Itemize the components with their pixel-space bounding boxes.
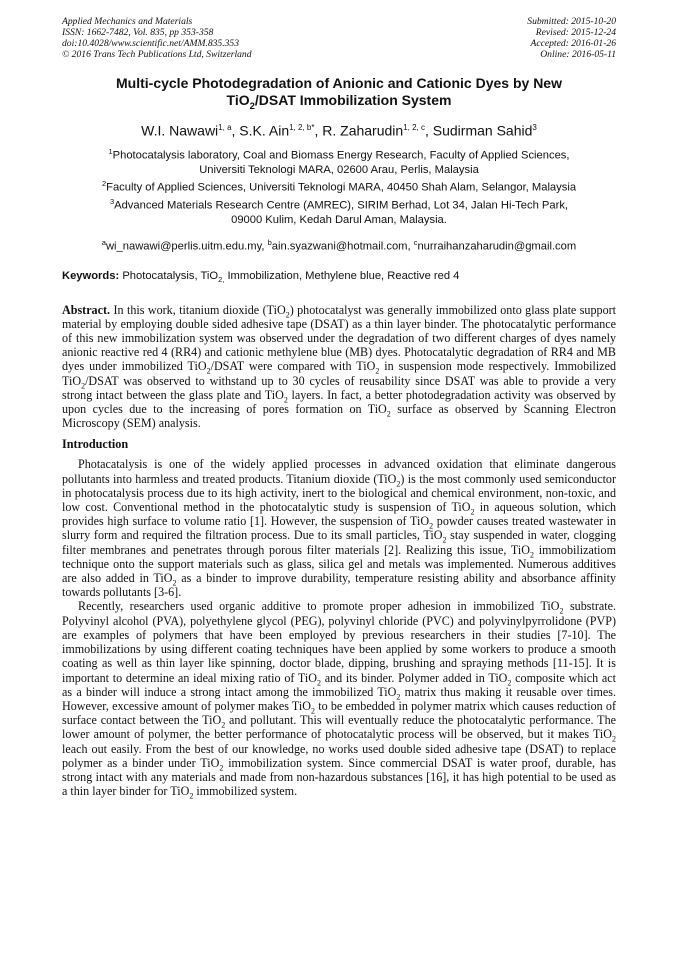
online-date: Online: 2016-05-11	[540, 49, 616, 60]
copyright-line: © 2016 Trans Tech Publications Ltd, Switzerland	[62, 49, 252, 60]
revised-date: Revised: 2015-12-24	[535, 27, 616, 38]
text-run: powder causes treated wastewater in slurry form and required the filtration process. Due to its small particles, TiO	[62, 514, 616, 543]
title-tail: /DSAT Immobilization System	[254, 92, 452, 108]
text-run: /DSAT were compared with TiO	[210, 359, 376, 374]
text-run: matrix thus making it reusable over times. However, excessive amount of polymer makes TiO	[62, 684, 616, 713]
text-run: In this work, titanium dioxide (TiO	[110, 302, 286, 317]
issn-line: ISSN: 1662-7482, Vol. 835, pp 353-358	[62, 27, 214, 38]
text-run: stay suspended in water, clogging filter membranes and penetrates through porous filter materials [2]. Realizing this issue, TiO	[62, 528, 616, 557]
text-run: as a binder to improve durability, temperature resisting ability and absorbance affinity towards pollutants [3-6].	[62, 571, 616, 600]
author-sup: 3	[532, 122, 537, 132]
title-tio: TiO	[226, 92, 250, 108]
text-run: to be embedded in polymer matrix which causes reduction of surface contact between the TiO	[62, 698, 616, 728]
email-link[interactable]: nurraihanzaharudin@gmail.com	[417, 240, 577, 253]
affiliation-1: $^1$Photocatalysis laboratory, Coal and Biomass Energy Research, Faculty of Applied Sciences,	[108, 147, 570, 163]
text-run: immobilized system.	[193, 784, 298, 799]
title-sub: 2	[249, 100, 255, 112]
email-list: $^a$wi_nawawi@perlis.uitm.edu.my, $^b$ain.syazwani@hotmail.com, $^c$nurraihanzaharudin@gmail.com	[101, 237, 577, 253]
running-header	[62, 16, 616, 60]
subscript: 2	[283, 395, 288, 405]
subscript: 2	[285, 310, 290, 320]
journal-info	[62, 16, 252, 60]
text-run: in suspension mode respectively. Immobilized TiO	[62, 359, 616, 388]
text-run: in aqueous solution, which provides high surface to volume ratio [1]. However, the suspension of TiO	[62, 500, 617, 529]
text-run: /DSAT was observed to withstand up to 30 cycles of reusability since DSAT was able to provide a very strong intact between the glass plate and TiO	[62, 373, 616, 402]
affiliation-3-cont: 09000 Kulim, Kedah Darul Aman, Malaysia.	[231, 213, 447, 226]
abstract	[62, 303, 616, 431]
text-run: composite which act as a binder will induce a strong intact among the immobilized TiO	[62, 670, 617, 699]
subscript: 2	[442, 535, 447, 545]
text-run: substrate. Polyvinyl alcohol (PVA), polyethylene glycol (PEG), polyvinyl chloride (PVC) and polyvinylpyrrolidone (PVP) are examples of polymers that have been employed by previous researchers in their studies [7-10]. The immobilizations by using different coating techniques have been applied by some workers to produce a smooth coating as well as thin layer like spinning, doctor blade, dipping, brushing and spraying methods [11-15]. It is important to determine an ideal mixing ratio of TiO	[62, 599, 616, 685]
author-name: S.K. Ain	[239, 122, 290, 139]
subscript: 2	[311, 706, 315, 716]
subscript: 2	[206, 366, 211, 376]
title-line-1: Multi-cycle Photodegradation of Anionic and Cationic Dyes by New	[116, 75, 562, 91]
subscript: 2	[189, 791, 194, 801]
text-run: ) photocatalyst was generally immobilized onto glass plate support material by employing double sided adhesive tape (DSAT) as a thin layer binder. The photocatalytic performance of this new immobilization system was observed under the degradation of two different charges of dyes namely anionic reactive red 4 (RR4) and cationic methylene blue (MB) dyes. Photocatalytic degradation of RR4 and MB dyes under immobilized TiO	[62, 302, 617, 374]
subscript: 2	[375, 366, 380, 376]
affiliations	[62, 145, 616, 226]
section-heading-introduction: Introduction	[62, 437, 129, 452]
text-run: surface as observed by Scanning Electron Microscopy (SEM) analysis.	[62, 402, 616, 431]
affiliation-3: $^3$Advanced Materials Research Centre (AMREC), SIRIM Berhad, Lot 34, Jalan Hi-Tech Park,	[109, 196, 569, 212]
paper-title	[62, 75, 616, 115]
subscript: 2	[221, 720, 226, 730]
text-run: ) is the most commonly used semiconductor in photocatalysis process due to its high activity, inert to the biological and chemical environment, non-toxic, and low cost. Conventional method in the photocatalytic study is suspension of TiO	[62, 471, 616, 515]
dates-info	[527, 16, 616, 60]
author-sup: 1, 2, c	[403, 122, 425, 132]
text-run: Recently, researchers used organic additive to promote proper adhesion in immobilized TiO	[78, 599, 560, 614]
subscript: 2	[507, 677, 512, 687]
email-link[interactable]: wi_nawawi@perlis.uitm.edu.my	[105, 240, 262, 253]
subscript: 2	[559, 606, 564, 616]
author-name: Sudirman Sahid	[432, 122, 533, 139]
text-run: and its binder. Polymer added in TiO	[320, 670, 508, 685]
subscript: 2	[172, 578, 177, 588]
author-name: W.I. Nawawi	[141, 122, 219, 139]
journal-name: Applied Mechanics and Materials	[62, 16, 193, 27]
text-run: layers. In fact, a better photodegradation activity was observed by upon cycles due to the increasing of pores formation on TiO	[62, 387, 616, 417]
text-run: immobilization system. Since commercial DSAT is water proof, durable, has strong intact with any materials and made from non-hazardous substances [16], it has high potential to be used as a thin layer binder for TiO	[62, 755, 616, 799]
intro-paragraph-2	[62, 599, 617, 801]
email-link[interactable]: ain.syazwani@hotmail.com	[271, 240, 408, 253]
subscript: 2	[81, 381, 86, 391]
subscript: 2	[396, 479, 401, 489]
submitted-date: Submitted: 2015-10-20	[527, 16, 616, 27]
text-run: immobilizatiom technique onto the support materials such as glass, silica gel and metals was implemented. Numerous additives are also added in TiO	[62, 542, 616, 586]
affiliation-2: $^2$Faculty of Applied Sciences, Universiti Teknologi MARA, 40450 Shah Alam, Selangor, Malaysia	[101, 179, 577, 194]
subscript: 2	[386, 409, 391, 419]
keywords: Keywords: Photocatalysis, TiO$_{2,}$ Immobilization, Methylene blue, Reactive red 4	[62, 270, 460, 285]
subscript: 2	[470, 507, 475, 517]
subscript: 2	[530, 550, 534, 560]
accepted-date: Accepted: 2016-01-26	[530, 38, 616, 49]
text-run: leach out easily. From the best of our knowledge, no works used double sided adhesive tape (DSAT) to replace polymer as a binder under TiO	[62, 741, 616, 770]
subscript: 2	[612, 734, 616, 744]
text-run: Photacatalysis is one of the widely applied processes in advanced oxidation that eliminate dangerous pollutants into harmless and treated products. Titanium dioxide (TiO	[62, 457, 616, 486]
author-sup: 1, a	[218, 122, 232, 132]
abstract-body	[62, 303, 616, 431]
affiliation-1-cont: Universiti Teknologi MARA, 02600 Arau, Perlis, Malaysia	[199, 164, 479, 177]
author-name: R. Zaharudin	[322, 122, 404, 139]
subscript: 2	[219, 763, 224, 773]
intro-paragraph-1	[62, 457, 616, 599]
author-list: W.I. Nawawi$^{1, a}$, S.K. Ain$^{1, 2, b*}$, R. Zaharudin$^{1, 2, c}$, Sudirman Sahid$^3$	[141, 122, 537, 139]
subscript: 2	[316, 677, 321, 687]
keywords-label: Keywords:	[62, 270, 120, 283]
author-sup: 1, 2, b*	[289, 122, 315, 132]
text-run: and pollutant. This will eventually reduce the photocatalytic performance. The lower amount of polymer, the better performance of photocatalytic process will be observed, but it makes TiO	[62, 713, 616, 742]
subscript: 2	[429, 521, 434, 531]
abstract-label: Abstract.	[62, 302, 111, 317]
subscript: 2	[396, 692, 401, 702]
doi-line: doi:10.4028/www.scientific.net/AMM.835.353	[62, 38, 240, 49]
